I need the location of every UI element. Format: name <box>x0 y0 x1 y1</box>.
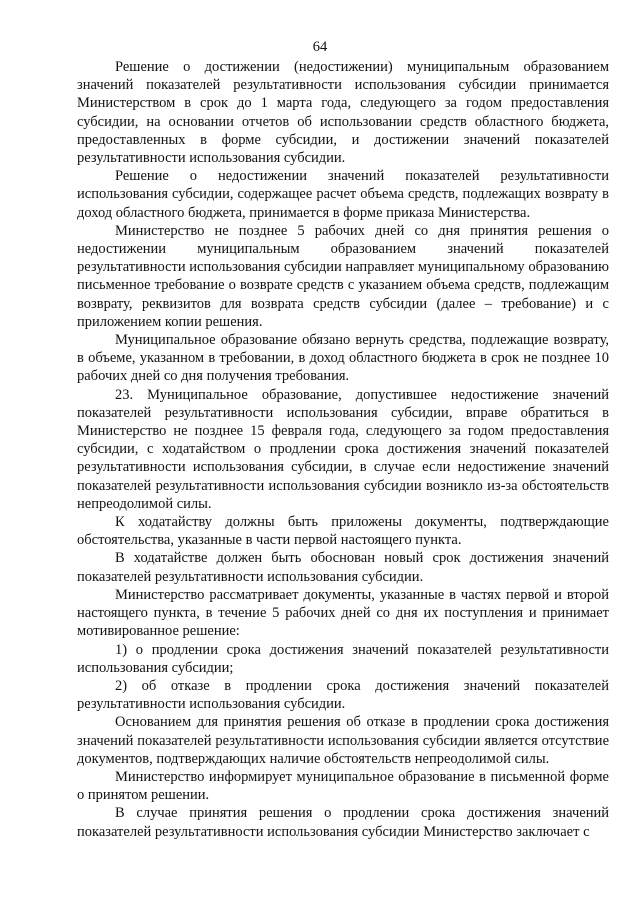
paragraph-extension-agreement: В случае принятия решения о продлении срока достижения значений показателей результативности использования субсидии Министерство заключает с <box>77 805 609 840</box>
paragraph-item-23: 23. Муниципальное образование, допустившее недостижение значений показателей результативности использования субсидии, вправе обратиться в Министерство не позднее 15 февраля года, следующего за годом предоставления субсидии, с ходатайством о продлении срока достижения значений показателей результативности использования субсидии, в случае если недостижение значений показателей результативности использования субсидии возникло из-за обстоятельств непреодолимой силы. <box>77 386 609 512</box>
paragraph-ministry-informs: Министерство информирует муниципальное образование в письменной форме о принятом решении. <box>77 768 609 804</box>
paragraph-refusal-basis: Основанием для принятия решения об отказе в продлении срока достижения значений показателей результативности использования субсидии является отсутствие документов, подтверждающих наличие обстоятельств непреодолимой силы. <box>77 714 609 767</box>
paragraph-decision-nonachievement: Решение о недостижении значений показателей результативности использования субсидии, содержащее расчет объема средств, подлежащих возврату в доход областного бюджета, принимается в форме приказа Министерства. <box>77 168 609 221</box>
paragraph-decision-achievement: Решение о достижении (недостижении) муниципальным образованием значений показателей результативности использования субсидии принимается Министерством в срок до 1 марта года, следующего за годом предоставления субсидии, на основании отчетов об использовании средств областного бюджета, предоставленных в форме субсидии, и достижении значений показателей результативности использования субсидии. <box>77 59 609 167</box>
page-number: 64 <box>312 39 328 55</box>
paragraph-new-term: В ходатайстве должен быть обоснован новый срок достижения значений показателей результативности использования субсидии. <box>77 550 609 585</box>
paragraph-ministry-review: Министерство рассматривает документы, указанные в частях первой и второй настоящего пункта, в течение 5 рабочих дней со дня их поступления и принимает мотивированное решение: <box>77 586 609 640</box>
paragraph-attached-documents: К ходатайству должны быть приложены документы, подтверждающие обстоятельства, указанные в части первой настоящего пункта. <box>77 514 609 549</box>
paragraph-return-obligation: Муниципальное образование обязано вернуть средства, подлежащие возврату, в объеме, указанном в требовании, в доход областного бюджета в срок не позднее 10 рабочих дней со дня получения требования. <box>77 332 609 385</box>
list-item-refusal: 2) об отказе в продлении срока достижения значений показателей результативности использования субсидии. <box>77 677 609 713</box>
paragraph-return-requirement: Министерство не позднее 5 рабочих дней со дня принятия решения о недостижении муниципальным образованием значений показателей результативности использования субсидии направляет муниципальному образованию письменное требование о возврате средств с указанием объема средств, подлежащим возврату, реквизитов для возврата средств субсидии (далее – требование) и с приложением копии решения. <box>77 222 609 330</box>
list-item-extension: 1) о продлении срока достижения значений показателей результативности использования субсидии; <box>77 641 609 676</box>
body-text <box>77 58 609 841</box>
